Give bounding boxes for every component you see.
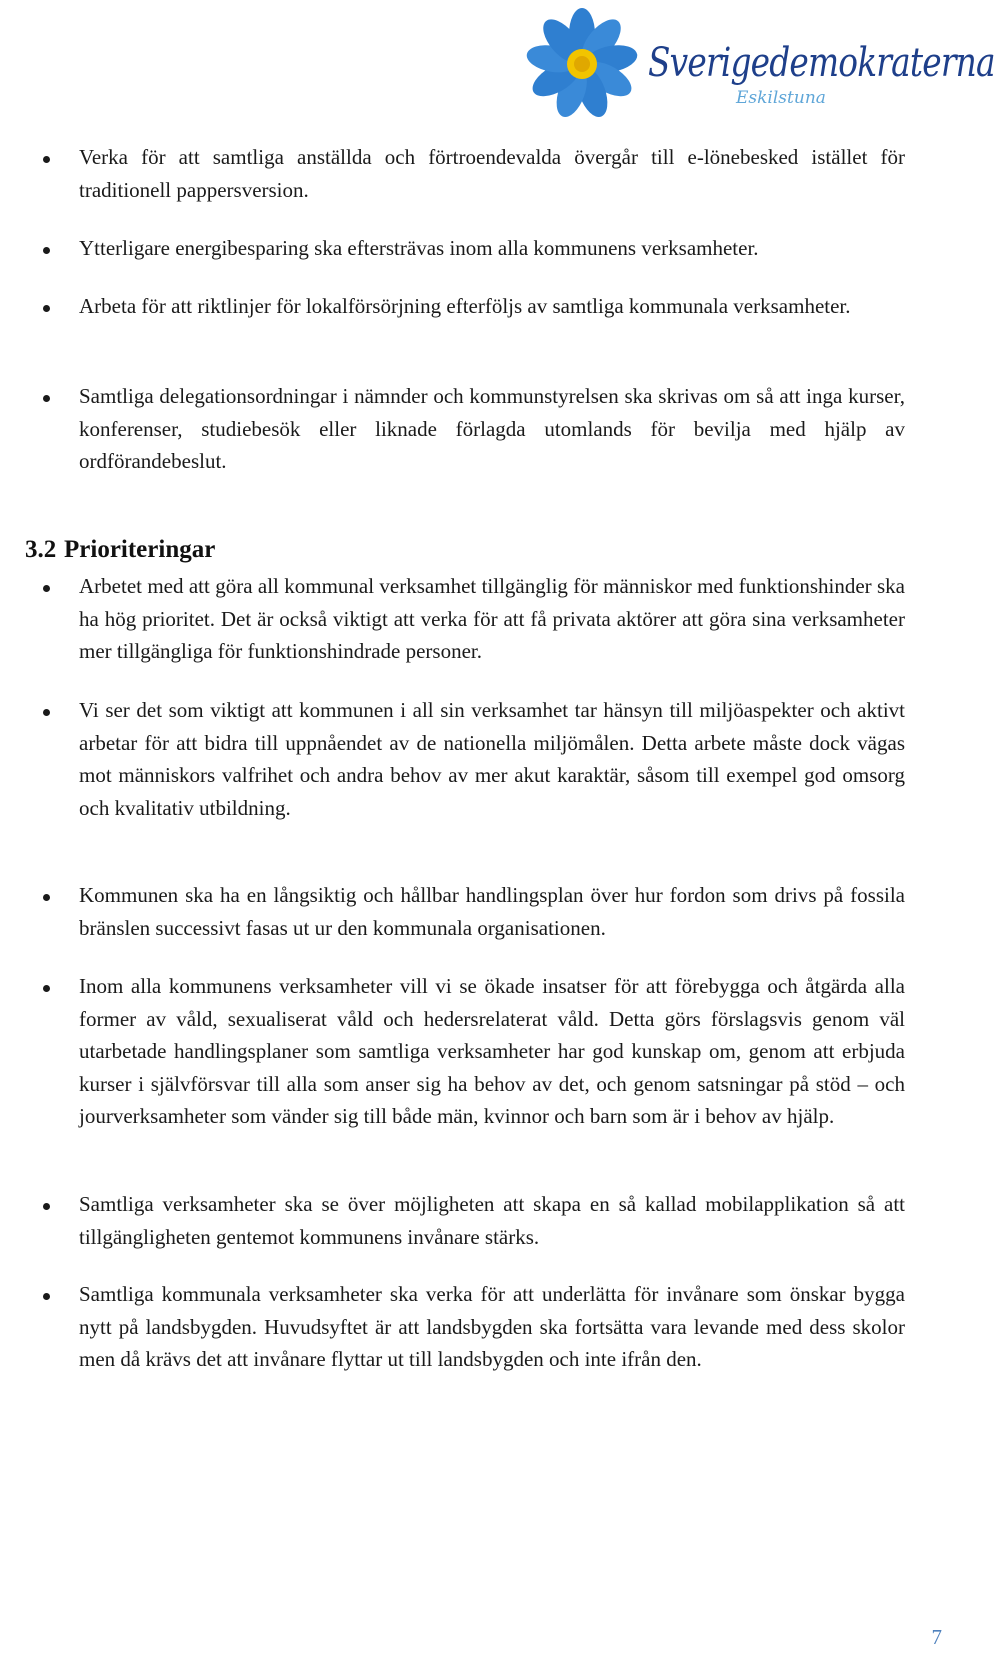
bullet-icon (43, 709, 50, 716)
list-item (79, 694, 905, 824)
list-item-text: Samtliga verksamheter ska se över möjligheten att skapa en så kallad mobilapplikation så att tillgängligheten gentemot kommunens invånare stärks. (79, 1192, 905, 1249)
list-item-text: Vi ser det som viktigt att kommunen i all sin verksamhet tar hänsyn till miljöaspekter och aktivt arbetar för att bidra till uppnåendet av de nationella miljömålen. Detta arbete måste dock vägas mot människors valfrihet och andra behov av mer akut karaktär, såsom till exempel god omsorg och kvalitativ utbildning. (79, 698, 905, 820)
list-item (79, 290, 905, 323)
bullet-icon (43, 585, 50, 592)
list-item (79, 879, 905, 944)
section-heading (25, 536, 215, 564)
bullet-icon (43, 156, 50, 163)
bullet-icon (43, 1293, 50, 1300)
list-item-text: Samtliga kommunala verksamheter ska verka för att underlätta för invånare som önskar bygga nytt på landsbygden. Huvudsyftet är att landsbygden ska fortsätta vara levande med dess skolor men då krävs det att invånare flyttar ut till landsbygden och inte ifrån den. (79, 1282, 905, 1371)
section-number: 3.2 (25, 536, 57, 563)
logo-subtitle: Eskilstuna (736, 88, 826, 108)
flower-icon (522, 8, 642, 120)
list-item (79, 380, 905, 478)
list-item-text: Kommunen ska ha en långsiktig och hållbar handlingsplan över hur fordon som drivs på fossila bränslen successivt fasas ut ur den kommunala organisationen. (79, 883, 905, 940)
list-item-text: Verka för att samtliga anställda och förtroendevalda övergår till e-lönebesked istället för traditionell pappersversion. (79, 145, 905, 202)
logo-wordmark: Sverigedemokraterna (648, 40, 995, 86)
list-item-text: Ytterligare energibesparing ska eftersträvas inom alla kommunens verksamheter. (79, 236, 759, 260)
list-item (79, 1278, 905, 1376)
bullet-icon (43, 894, 50, 901)
list-item (79, 1188, 905, 1253)
bullet-icon (43, 395, 50, 402)
bullet-icon (43, 305, 50, 312)
list-item-text: Arbeta för att riktlinjer för lokalförsörjning efterföljs av samtliga kommunala verksamheter. (79, 294, 851, 318)
bullet-icon (43, 247, 50, 254)
party-logo (522, 8, 995, 120)
list-item (79, 141, 905, 206)
list-item-text: Inom alla kommunens verksamheter vill vi se ökade insatser för att förebygga och åtgärda alla former av våld, sexualiserat våld och hedersrelaterat våld. Detta görs förslagsvis genom väl utarbetade handlingsplaner som samtliga verksamheter har god kunskap om, genom att erbjuda kurser i självförsvar till alla som anser sig ha behov av det, och genom satsningar på stöd – och jourverksamheter som vänder sig till både män, kvinnor och barn som är i behov av hjälp. (79, 974, 905, 1128)
list-item (79, 970, 905, 1133)
bullet-icon (43, 985, 50, 992)
bullet-icon (43, 1203, 50, 1210)
list-item (79, 232, 905, 265)
section-title: Prioriteringar (64, 536, 216, 563)
list-item-text: Arbetet med att göra all kommunal verksamhet tillgänglig för människor med funktionshinder ska ha hög prioritet. Det är också viktigt att verka för att få privata aktörer att göra sina verksamheter mer tillgängliga för funktionshindrade personer. (79, 574, 905, 663)
page-number: 7 (931, 1625, 942, 1649)
list-item-text: Samtliga delegationsordningar i nämnder och kommunstyrelsen ska skrivas om så att inga kurser, konferenser, studiebesök eller liknade förlagda utomlands för bevilja med hjälp av ordförandebeslut. (79, 384, 905, 473)
list-item (79, 570, 905, 668)
